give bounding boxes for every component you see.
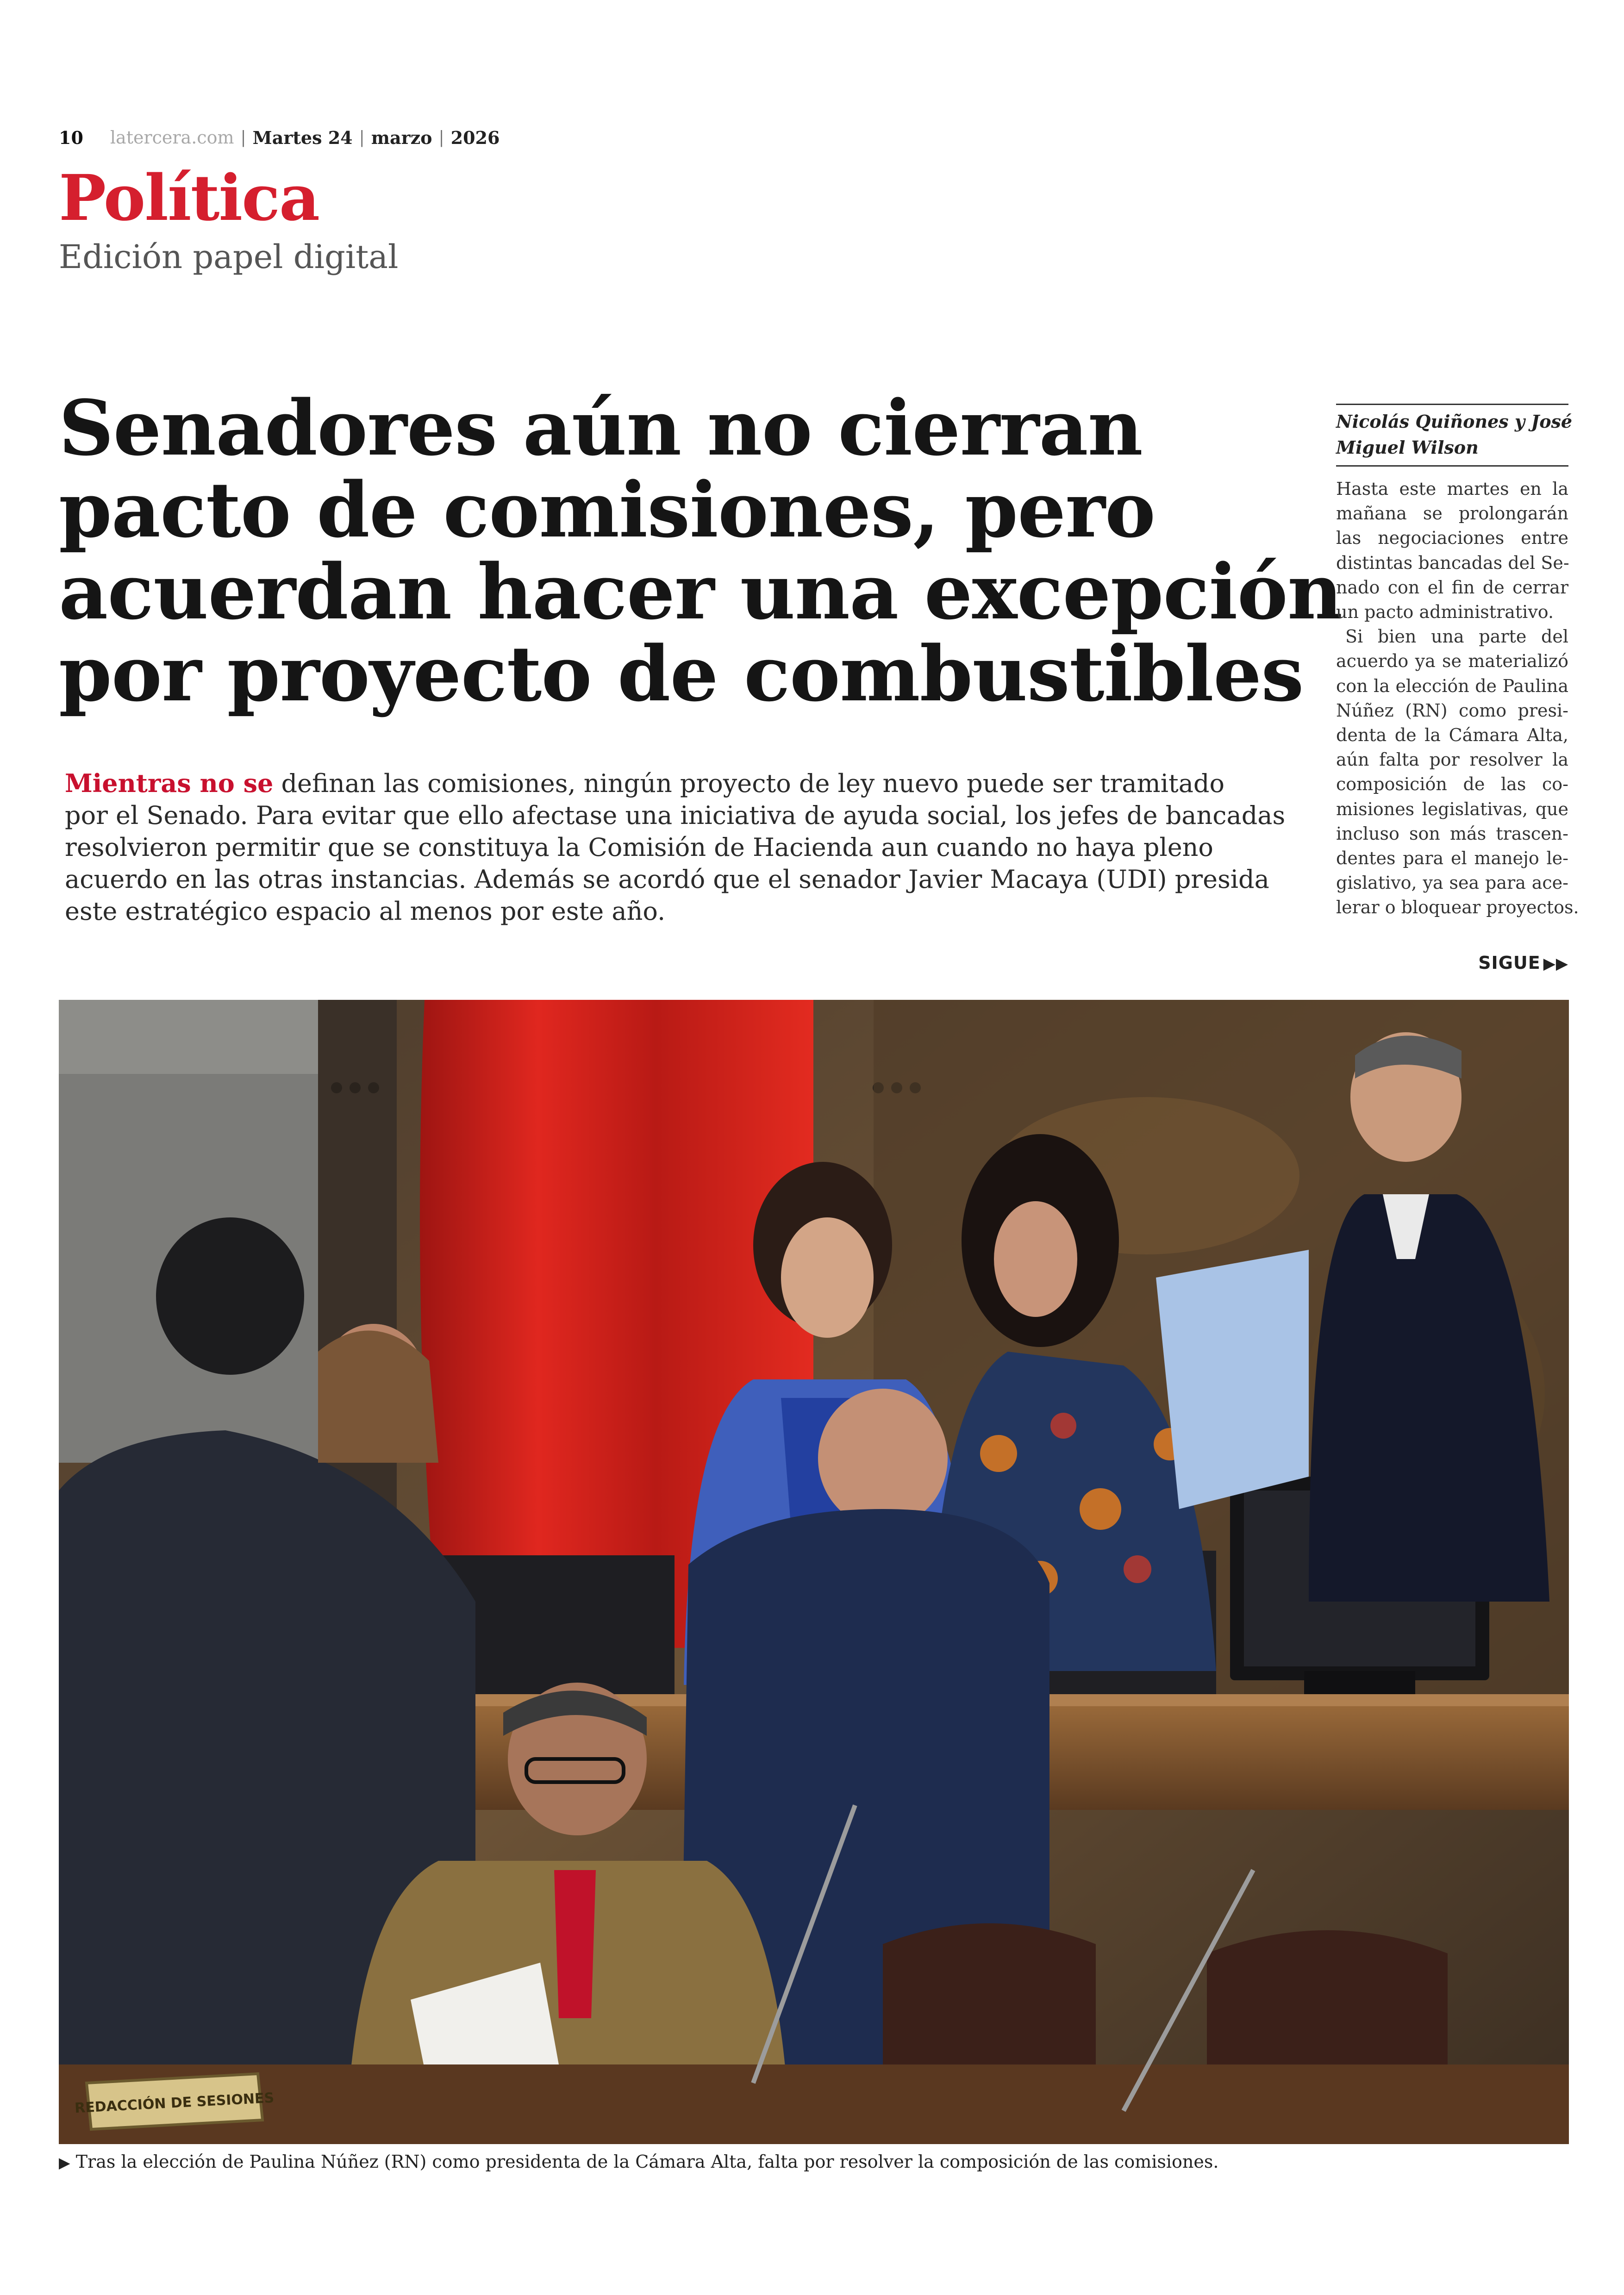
body-line: misiones legislativas, que bbox=[1336, 798, 1568, 819]
body-line: incluso son más trascen- bbox=[1336, 823, 1568, 844]
body-line: un pacto administrativo. bbox=[1336, 602, 1554, 623]
body-line: aún falta por resolver la bbox=[1336, 749, 1568, 770]
body-line: lerar o bloquear proyectos. bbox=[1336, 897, 1579, 918]
headline bbox=[59, 383, 1343, 718]
date-day: Martes 24 bbox=[252, 127, 353, 148]
separator: | bbox=[438, 128, 444, 147]
edition-label: Edición papel digital bbox=[59, 238, 399, 276]
lead-line: este estratégico espacio al menos por este año. bbox=[65, 897, 666, 926]
page-number: 10 bbox=[59, 127, 83, 148]
date-month: marzo bbox=[371, 127, 432, 148]
body-line: dentes para el manejo le- bbox=[1336, 848, 1568, 869]
sidebar-column bbox=[1336, 404, 1579, 920]
body-line: distintas bancadas del Se- bbox=[1336, 552, 1569, 573]
lead-line bbox=[65, 767, 1268, 799]
caption-arrow-icon: ▶ bbox=[59, 2154, 70, 2171]
body-line: composición de las co- bbox=[1336, 774, 1568, 795]
lead-line: acuerdo en las otras instancias. Además se acordó que el senador Javier Macaya (UDI) presida bbox=[65, 865, 1269, 894]
lead-line: resolvieron permitir que se constituya la Comisión de Hacienda aun cuando no haya pleno bbox=[65, 833, 1213, 862]
forward-arrows-icon: ▶▶ bbox=[1543, 954, 1568, 973]
lead-kicker: Mientras no se bbox=[65, 768, 274, 798]
continue-label: SIGUE bbox=[1478, 953, 1541, 973]
lead-paragraph bbox=[65, 767, 1286, 927]
body-line: Núñez (RN) como presi- bbox=[1336, 700, 1568, 721]
byline bbox=[1336, 404, 1573, 467]
caption-text: Tras la elección de Paulina Núñez (RN) como presidenta de la Cámara Alta, falta por resolver la composición de las comisiones. bbox=[75, 2152, 1219, 2172]
body-line: gislativo, ya sea para ace- bbox=[1336, 873, 1568, 893]
byline-line: Nicolás Quiñones y José bbox=[1336, 411, 1573, 432]
body-line: Si bien una parte del bbox=[1345, 626, 1568, 647]
headline-line: por proyecto de combustibles bbox=[59, 629, 1304, 718]
body-line: nado con el fin de cerrar bbox=[1336, 577, 1568, 598]
separator: | bbox=[359, 128, 365, 147]
page-header-line bbox=[59, 126, 500, 149]
body-line: con la elección de Paulina bbox=[1336, 675, 1568, 696]
desk-nameplate bbox=[74, 2074, 275, 2129]
photo-caption bbox=[59, 2152, 1218, 2172]
separator: | bbox=[240, 128, 246, 147]
article-photo bbox=[59, 1000, 1569, 2144]
byline-line: Miguel Wilson bbox=[1336, 437, 1479, 458]
headline-line: acuerdan hacer una excepción bbox=[59, 547, 1343, 636]
continue-link[interactable] bbox=[1478, 953, 1568, 973]
headline-line: Senadores aún no cierran bbox=[59, 383, 1143, 473]
lead-line: por el Senado. Para evitar que ello afectase una iniciativa de ayuda social, los jefes de bancadas bbox=[65, 801, 1286, 830]
senate-session-photo bbox=[59, 1000, 1569, 2144]
date-year: 2026 bbox=[450, 127, 500, 148]
section-title: Política bbox=[59, 161, 319, 235]
sidebar-body bbox=[1336, 477, 1579, 920]
body-line: las negociaciones entre bbox=[1336, 528, 1568, 549]
lead-line-text: definan las comisiones, ningún proyecto de ley nuevo puede ser tramitado bbox=[273, 769, 1224, 798]
body-line: Hasta este martes en la bbox=[1336, 479, 1568, 499]
body-line: mañana se prolongarán bbox=[1336, 503, 1568, 524]
site-name: latercera.com bbox=[110, 127, 234, 148]
body-line: acuerdo ya se materializó bbox=[1336, 651, 1568, 672]
desk-nameplate-text: REDACCIÓN DE SESIONES bbox=[74, 2089, 275, 2117]
headline-line: pacto de comisiones, pero bbox=[59, 465, 1156, 555]
body-line: denta de la Cámara Alta, bbox=[1336, 725, 1568, 746]
